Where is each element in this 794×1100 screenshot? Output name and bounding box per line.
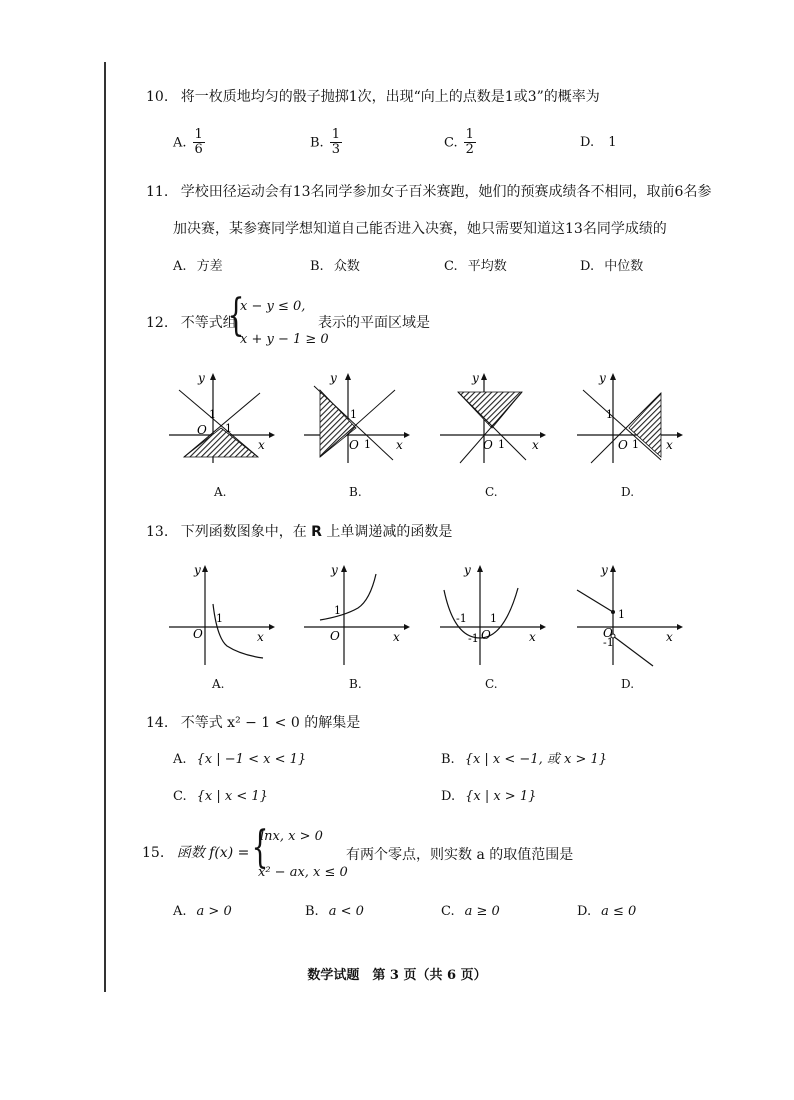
y-label: y <box>198 371 205 385</box>
question-number: 15. <box>142 845 165 861</box>
q14-option-c[interactable]: C. {x | x < 1} <box>173 789 268 804</box>
y-axis-arrow <box>345 373 351 380</box>
question-13: 13. 下列函数图象中，在 R 上单调递减的函数是 <box>146 524 453 540</box>
origin-label: O <box>349 438 359 452</box>
q12-option-a-label[interactable]: A. <box>214 485 227 499</box>
x-label: x <box>257 630 264 644</box>
q11-option-b[interactable]: B. 众数 <box>310 259 360 274</box>
tick-label: 1 <box>632 438 639 451</box>
q11-option-a[interactable]: A. 方差 <box>173 259 223 274</box>
y-axis-arrow <box>481 373 487 380</box>
y-axis-arrow <box>610 565 616 572</box>
x-label: x <box>396 438 403 452</box>
x-label: x <box>532 438 539 452</box>
y-axis-arrow <box>210 373 216 380</box>
x-axis-arrow <box>540 624 546 630</box>
piecewise-case-1: lnx, x > 0 <box>260 829 323 844</box>
question-suffix: 有两个零点，则实数 a 的取值范围是 <box>346 847 574 863</box>
q12-option-d-label[interactable]: D. <box>621 485 635 499</box>
function-piece-right <box>613 636 653 666</box>
y-label: y <box>472 371 479 385</box>
x-label: x <box>666 438 673 452</box>
question-14 <box>146 716 360 730</box>
x-axis-arrow <box>677 624 683 630</box>
q14-option-d[interactable]: D. {x | x > 1} <box>441 789 537 804</box>
question-text-line1: 学校田径运动会有13名同学参加女子百米赛跑，她们的预赛成绩各不相同，取前6名参 <box>180 184 712 200</box>
q12-option-b-label[interactable]: B. <box>349 485 362 499</box>
q13-graph-c[interactable] <box>436 560 548 672</box>
endpoint-dot <box>611 610 615 614</box>
q12-graph-b[interactable] <box>300 368 412 468</box>
q15-option-d[interactable]: D. a ≤ 0 <box>577 904 637 919</box>
x-axis-arrow <box>269 624 275 630</box>
q13-option-d-label[interactable]: D. <box>621 677 635 691</box>
fraction: $\frac{1}{2}$ <box>465 127 474 158</box>
shaded-region <box>184 428 258 457</box>
question-text-line2: 加决赛，某参赛同学想知道自己能否进入决赛，她只需要知道这13名同学成绩的 <box>173 221 667 237</box>
left-brace: { <box>227 290 245 341</box>
x-axis-arrow <box>404 624 410 630</box>
question-15 <box>142 846 249 860</box>
q13-option-b-label[interactable]: B. <box>349 677 362 691</box>
tick-label: -1 <box>603 636 614 649</box>
origin-label: O <box>481 628 491 642</box>
q11-option-d[interactable]: D. 中位数 <box>580 259 644 274</box>
q10-option-d[interactable]: D. 1 <box>580 135 617 150</box>
tick-label: 1 <box>364 438 371 451</box>
q13-graph-a[interactable] <box>165 560 277 672</box>
tick-label: -1 <box>468 632 479 645</box>
q13-option-a-label[interactable]: A. <box>212 677 225 691</box>
y-axis-arrow <box>341 565 347 572</box>
q10-option-c[interactable]: C. $\frac{1}{2}$ <box>444 127 474 158</box>
x-label: x <box>666 630 673 644</box>
inequality-2: x + y − 1 ≥ 0 <box>240 332 329 347</box>
q12-graph-a[interactable] <box>165 368 277 468</box>
y-label: y <box>601 563 608 577</box>
q10-option-a[interactable]: A. $\frac{1}{6}$ <box>173 127 203 158</box>
binding-margin-line <box>104 62 106 992</box>
tick-label: 1 <box>209 408 216 421</box>
function-curve <box>320 574 376 620</box>
page-footer: 数学试题 第 3 页（共 6 页） <box>307 968 487 983</box>
left-brace: { <box>251 822 269 873</box>
question-number: 13. <box>146 524 169 540</box>
inequality-1: x − y ≤ 0, <box>240 299 306 314</box>
question-prefix: 不等式组 <box>180 315 237 331</box>
question-number: 14. <box>146 715 169 731</box>
tick-label: -1 <box>456 612 467 625</box>
q10-option-b[interactable]: B. $\frac{1}{3}$ <box>310 127 340 158</box>
function-def-prefix: 函数 f(x) = <box>176 845 250 861</box>
y-label: y <box>330 371 337 385</box>
q11-option-c[interactable]: C. 平均数 <box>444 259 507 274</box>
question-11 <box>146 185 711 199</box>
question-number: 10. <box>146 89 169 105</box>
q13-option-c-label[interactable]: C. <box>485 677 498 691</box>
x-axis-arrow <box>404 432 410 438</box>
origin-label: O <box>618 438 628 452</box>
q12-graph-c[interactable] <box>436 368 548 468</box>
x-axis-arrow <box>677 432 683 438</box>
tick-label: 1 <box>350 408 357 421</box>
origin-label: O <box>193 627 203 641</box>
y-axis-arrow <box>477 565 483 572</box>
piecewise-case-2: x² − ax, x ≤ 0 <box>258 865 348 880</box>
fraction: $\frac{1}{3}$ <box>331 127 340 158</box>
question-number: 11. <box>146 184 169 200</box>
x-label: x <box>393 630 400 644</box>
y-axis-arrow <box>202 565 208 572</box>
origin-label: O <box>483 438 493 452</box>
x-axis-arrow <box>540 432 546 438</box>
tick-label: 1 <box>490 612 497 625</box>
x-label: x <box>258 438 265 452</box>
question-12 <box>146 316 237 330</box>
question-10 <box>146 90 600 104</box>
y-label: y <box>331 563 338 577</box>
origin-label: O <box>603 626 613 640</box>
function-piece-left <box>577 590 613 612</box>
y-label: y <box>599 371 606 385</box>
q15-option-c[interactable]: C. a ≥ 0 <box>441 904 500 919</box>
q15-option-b[interactable]: B. a < 0 <box>305 904 364 919</box>
fraction: $\frac{1}{6}$ <box>194 127 203 158</box>
x-label: x <box>529 630 536 644</box>
tick-label: 1 <box>618 608 625 621</box>
question-number: 12. <box>146 315 169 331</box>
y-axis-arrow <box>610 373 616 380</box>
question-text: 将一枚质地均匀的骰子抛掷1次，出现“向上的点数是1或3”的概率为 <box>180 89 600 105</box>
q12-option-c-label[interactable]: C. <box>485 485 498 499</box>
origin-label: O <box>330 629 340 643</box>
tick-label: 1 <box>216 612 223 625</box>
tick-label: 1 <box>498 438 505 451</box>
real-numbers-symbol: R <box>311 524 322 540</box>
y-label: y <box>464 563 471 577</box>
origin-label: O <box>197 423 207 437</box>
shaded-region <box>458 392 522 428</box>
tick-label: 1 <box>334 604 341 617</box>
q13-graph-b[interactable] <box>300 560 412 672</box>
question-text: 不等式 x² − 1 < 0 的解集是 <box>180 715 361 731</box>
y-label: y <box>194 563 201 577</box>
tick-label: 1 <box>606 408 613 421</box>
x-axis-arrow <box>269 432 275 438</box>
q14-option-a[interactable]: A. {x | −1 < x < 1} <box>173 752 307 767</box>
q14-option-b[interactable]: B. {x | x < −1, 或 x > 1} <box>441 752 608 767</box>
question-suffix: 表示的平面区域是 <box>318 315 430 331</box>
q12-graph-d[interactable] <box>573 368 685 468</box>
tick-label: 1 <box>225 422 232 435</box>
q15-option-a[interactable]: A. a > 0 <box>173 904 232 919</box>
q13-graph-d[interactable] <box>573 560 685 672</box>
